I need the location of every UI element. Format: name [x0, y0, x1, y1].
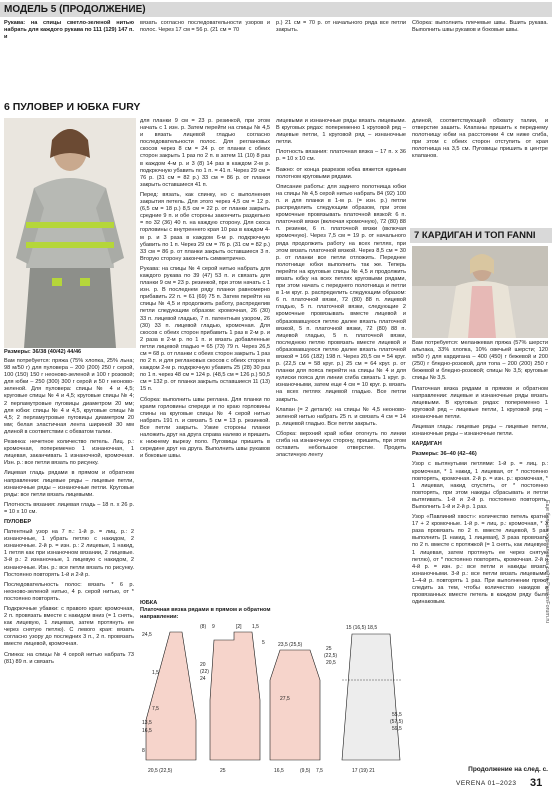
- patent-pattern: Патентный узор на 7 п.: 1-й р. = лиц. р.: 2 изнаночные, 1 убрать петлю с накидом, 2 изнаночные. 2-й р. = изн. р.: 2 лицевые, 1 накид, 1 петля как при изнаночном вязании, 2 лицевые. 3-й р.: 2 изнаночные, 1 лицевую с накидом, 2 изнаночные. Изн. р.: все петли вязать по рисунку. Постоянно повторять 1-й и 2-й р.: [4, 529, 134, 578]
- peacock-pattern: Узор «Павлиний хвост»: количество петель кратно 17 + 2 кромочные. 1-й р. = лиц. р.: кромочная, * 3 раза провязать по 2 п. вместе лицевой, 5 раз выполнить [1 накид, 1 лицевая], 3 раза провязать по 2 п. вместе с протяжкой (= 1 снять, как лицевую, 1 лицевая, затем протянуть ее через снятую петлю), от * постоянно повторять, кромочная. 2-й и 4-й р. = изн. р.: все петли и накиды вязать изнаночными. 3-й р.: все петли вязать лицевыми. 1–4-й р. повторять 1 раз. При выполнении пряжи следить за тем, чтобы количество накидов и провязанных вместе петель в каждом ряду было одинаковым.: [412, 514, 548, 606]
- flap: Клапан (= 2 детали): на спицы № 4,5 неоново-зеленой нитью набрать 25 п. и связать 4 см = 14 р. лицевой гладью. Все петли закрыть.: [276, 406, 406, 427]
- rib-pattern: Резинка: нечетное количество петель. Лиц. р.: кромочная, поперемечно 1 изнаночная, 1 лицевая, заканчивать 1 изнаночной, кромочная. Изн. р.: все петли вязать по рисунку.: [4, 439, 134, 467]
- important-note: Важно: от конца разрезов юбка вяжется единым полотном круговыми рядами.: [276, 166, 406, 180]
- assembly-skirt: Сборка: верхний край юбки отогнуть по линии сгиба на изнаночную сторону, пришить, при этом оставить небольшое отверстие. Продеть эластичную ленту: [276, 430, 406, 459]
- gauge-skirt: Плотность вязания: платочная вязка – 17 п. х 36 р. = 10 х 10 см.: [276, 149, 406, 163]
- top-text-col3: р.) 21 см = 70 р. от начального ряда все петли закрыть.: [276, 20, 406, 34]
- skirt-side-2: (57,5): [390, 719, 404, 725]
- decreases: Подкрючные убавки: с правого края: кромочная, 2 п. провязать вместе с накидом вниз (= 1 снять, как лицевую, 1 лицевая, затем протянуть ее через снятую петлю). С левого края: вязать согласно узору до последних 3 п., 2 п. провязать вместе лицевой, кромочная.: [4, 606, 134, 648]
- dim-left-6: 8: [142, 748, 145, 754]
- subhead-cardigan: КАРДИГАН: [412, 441, 442, 448]
- section-header-model5: МОДЕЛЬ 5 (ПРОДОЛЖЕНИЕ): [0, 2, 552, 17]
- skirt-left-1: 25: [326, 646, 332, 652]
- stripe-sequence: Последовательность полос: вязать * 6 р. неоново-зеленой нитью, 4 р. серой нитью, от * постоянно повторять.: [4, 581, 134, 602]
- skirt-top-dim: 15 (16,5) 18,5: [346, 625, 378, 631]
- subhead-pullover: ПУЛОВЕР: [4, 518, 32, 525]
- text-col4-top: длиной, соответствующей обхвату талии, и отверстие зашить. Клапаны пришить к переднему полотнищу юбки на расстоянии 4 см ниже сгиба, при этом с обеих сторон отступить от края полотнища на 3,5 см. Пуговицы пришить в центре клапанов.: [412, 118, 548, 160]
- dim-mid-5: 23,5 (25,5): [278, 642, 303, 648]
- photo-cardigan-top: [412, 246, 548, 338]
- dim-left-2: 1,5: [152, 670, 159, 676]
- side-link[interactable]: Еще больше журналов на сайте PassionForum.ru: [544, 500, 550, 624]
- sleeves: Рукава: на спицы № 4 серой нитью набрать для каждого рукава по 39 (47) 53 п. и связать для планки 9 см = 23 р. резинкой, при этом начать с 1 изн. р. В последнем ряду планки равномерно прибавить 22 п. = 61 (69) 75 п. Затем перейти на спицы № 4,5 и продолжить работу, распределив петли следующим образом: кромочная, 26 (30) 33 п. лицевой гладью, 7 п. патентным узором, 26 (30) 33 п. лицевой гладью, кромочная. Для скосов с обеих сторон прибавить 1 раз в 2-м р. и 2 раза в 2-м р. по 1 п. и вязать добавленные петли лицевой гладью = 65 (73) 79 п. Через 26,5 см = 68 р. от планки с обеих сторон закрыть 1 раз по 2 п. и для реглановых скосов с обеих сторон в каждом 2-м р. подкрючную убавить 25 (28) 30 раз по 1 п. через 48 см = 124 р. (48,5 см = 126 р.) 50,5 см = 132 р. от планки закрыть оставшиеся 11 (13) 15 п.: [140, 265, 270, 393]
- page-number: 31: [530, 777, 543, 789]
- stockinette-pattern: Лицевая гладь рядами в прямом и обратном направлении: лицевые ряды – лицевые петли, изнаночные ряды – изнаночные петли. Круговые ряды: все петли вязать лицевыми.: [4, 470, 134, 498]
- dim-bottom-4: (9,5): [300, 768, 311, 774]
- magazine-name: VERENA 01–2023: [456, 780, 517, 787]
- dim-top-2: 9: [212, 624, 215, 630]
- dim-bottom-5: 7,5: [316, 768, 323, 774]
- garter-cont: лицевыми и изнаночные ряды вязать лицевыми. В круговых рядах: попеременно 1 круговой ряд – лицевые петли, 1 круговой ряд – изнаночные петли.: [276, 118, 406, 146]
- dim-top-1: (8): [200, 624, 207, 630]
- dim-bottom-2: 25: [220, 768, 226, 774]
- dim-bottom-3: 16,5: [274, 768, 284, 774]
- text-col1: [4, 358, 134, 778]
- dim-left-1: 24,5: [142, 632, 152, 638]
- dim-mid-1: 20: [200, 662, 206, 668]
- dim-bottom-1: 20,5 (22,5): [148, 768, 173, 774]
- front: Перед: вязать, как спинку, но с выполнения закрытия петель. Для этого через 4,5 см = 12 р. (6,5 см = 18 р.) 8,5 см = 22 р. от планки закрыть средние 9 п. и обе стороны закончить раздельно = по 32 (36) 40 п. на каждую сторону. Для скоса горловины с внутреннего края 10 раз в каждом 4-м р. и 3 раза в каждом 6-м р. подкрючную убавить по 1 п. Через 29 см = 76 р. (31 см = 82 р.) 33 см = 86 р. от планки закрыть оставшиеся 3 п. Вторую сторону закончить симметрично.: [140, 191, 270, 262]
- section-header-fanni: 7 КАРДИГАН И ТОП FANNI: [410, 228, 552, 243]
- diagram-subtitle: Платочная вязка рядами в прямом и обратном направлении:: [140, 607, 271, 620]
- skirt-left-3: 20,5: [326, 660, 336, 666]
- back-cont: для планки 9 см = 23 р. резинкой, при этом начать с 1 изн. р. Затем перейти на спицы № 4,5 и вязать лицевой гладью согласно последовательности полос. Для реглановых скосов через 8 см = 24 р. от планки с обеих сторон закрыть 1 раз по 2 п. в затем 11 (10) 8 раз в каждом 4-м р. и 3 (8) 14 раз в каждом 2-м р. подкрючную убавить по 1 п. = 41 п. Через 29 см = 76 р. (31 см = 82 р.) 33 см = 86 р. от планки закрыть оставшиеся 41 п.: [140, 118, 270, 188]
- dim-mid-6: 27,5: [280, 696, 290, 702]
- continue-note: Продолжение на след. с.: [468, 766, 548, 773]
- diagram-title: ЮБКА: [140, 600, 158, 606]
- assembly-pullover: Сборка: выполнить швы реглана. Для планки по краям горловины спереди и по краю горловины спины на круговые спицы № 4 серой нитью набрать 191 п. и связать 5 см = 13 р. резинкой. Все петли закрыть. Узкие стороны планки наложить друг на друга справа налево и пришить к нижнему вырезу поло. Пуговицы пришить в середине друг на друга. Выполнить швы рукавов и боковые швы.: [140, 396, 270, 460]
- back-start: Спинка: на спицы № 4 серой нитью набрать 73 (81) 89 п. и связать: [4, 651, 134, 665]
- materials: Вам потребуется: пряжа (75% хлопка, 25% льна; 98 м/50 г) для пуловера – 200 (200) 250 г серой, 100 (150) 150 г неоново-зеленой и 100 г розовой; для юбки – 250 (300) 300 г серой и 50 г неоново-зеленой. Для пуловера: спицы № 4 и 4,5; круговые спицы № 4 и 4,5; круговые спицы № 4; 2 перламутровые пуговицы диаметром 20 мм; для юбки: спицы № 4 и 4,5, круговые спицы № 4,5; 2 перламутровые пуговицы диаметром 20 мм; белая эластичная лента шириной 30 мм длиной в соответствии с обхватом талии.: [4, 358, 134, 435]
- stockinette-fanni: Лицевая гладь: лицевые ряды – лицевые петли, изнаночные ряды – изнаночные петли.: [412, 424, 548, 438]
- skirt-bottom-dim: 17 (19) 21: [352, 768, 375, 774]
- skirt-left-2: (22,5): [324, 653, 338, 659]
- elongated-stitch: Узор с вытянутыми петлями: 1-й р. = лиц. р.: кромочная, * 1 накид, 1 лицевая, от * постоянно повторять, кромочная. 2-й р. = изн. р.: кромочная, * 1 лицевая, накид спустить, от * постоянно повторять, при этом накиды сбрасывать и петли вытягивать. 1-й и 2-й р. постоянно повторять. Выполнить 1-й и 2-й р. 1 раз.: [412, 461, 548, 510]
- text-col3: [276, 118, 406, 596]
- gauge: Плотность вязания: лицевая гладь – 18 п. х 26 р. = 10 х 10 см.: [4, 501, 134, 515]
- sizes-pullover: Размеры: 36/38 (40/42) 44/46: [4, 349, 82, 355]
- dim-top-4: 1,5: [252, 624, 259, 630]
- garter-fanni: Платочная вязка рядами в прямом и обратном направлении: лицевые и изнаночные ряды вязать лицевыми. В круговых рядах: попеременно 1 круговой ряд – лицевые петли, 1 круговой ряд – изнаночные петли.: [412, 385, 548, 420]
- text-col4-fanni: [412, 340, 548, 764]
- section-header-fury: 6 ПУЛОВЕР И ЮБКА FURY: [4, 101, 141, 113]
- dim-left-5: 16,5: [142, 728, 152, 734]
- sizes-cardigan: Размеры: 36–40 (42–46): [412, 451, 477, 458]
- dim-mid-2: (22): [200, 669, 209, 675]
- text-col2: [140, 118, 270, 596]
- materials-fanni: Вам потребуется: меланжевая пряжа (57% шерсти альпака, 33% хлопка, 10% овечьей шерсти; 120 м/50 г) для кардигана – 400 (450) г бежевой и 200 (250) г бледно-розовой, для топа – 200 (200) 250 г бежевой и бледно-розовой; спицы № 3,5; круговые спицы № 3,5.: [412, 340, 548, 382]
- top-text-col1: Рукава: на спицы светло-зеленой нитью набрать для каждого рукава по 111 (129) 147 п. и: [4, 20, 134, 41]
- photo-pullover-skirt: [4, 118, 136, 348]
- dim-mid-3: 24: [200, 676, 206, 682]
- dim-mid-4: 5: [262, 640, 265, 646]
- skirt-description: Описание работы: для заднего полотнища юбки на спицы № 4,5 серой нитью набрать 84 (92) 100 п. и для планки в 1-м р. (= изн. р.) петли распределить следующим образом, при этом кромочные провязывать платочной вязкой: 6 п. платочной вязки (включая кромочную), 72 (80) 88 п. резинки, 6 п. платочной вязки (включая кромочную). Через 7,5 см = 19 р. от начального ряда продолжить работу на всех петлях, при этом вязать платочной вязкой. Через 8,5 см = 30 р. от планки все петли отложить. Переднее полотнище юбки выполнить так же. Теперь перейти на круговые спицы № 4,5 и продолжить вязать юбку на всех петлях круговыми рядами, при этом начать с переднего полотнища и петли в 1-м круг. р. распределить следующим образом: 6 п. платочной вязки, 72 (80) 88 п. лицевой гладью, 5 п. платочной вязки, следующие 2 кромочные провязывать вместе лицевой и образовавшуюся петлю далее вязать платочной вязкой, 5 п. платочной вязки, 72 (80) 88 п. лицевой гладью, 5 п. платочной вязки, последнюю петлю провязать вместе лицевой и образовавшуюся петлю далее вязать платочной вязкой = 166 (182) 198 п. Через 20,5 см = 54 круг. р. (22,5 см = 58 круг. р.) 25 см = 64 круг. р. от планки для пояса перейти на спицы № 4 и для кулиски пояса для линии сгиба связать 1 круг. р. изнаночными, затем еще 4 см = 10 круг. р. вязать на всех петлях лицевой гладью. Все петли закрыть.: [276, 183, 406, 403]
- dim-top-3: [2]: [236, 624, 242, 630]
- skirt-side-3: 59,5: [392, 726, 402, 732]
- top-text-col4: Сборка: выполнить плечевые швы. Вшить рукава. Выполнить швы рукавов и боковые швы.: [412, 20, 548, 34]
- dim-left-3: 7,5: [152, 706, 159, 712]
- dim-left-4: 13,5: [142, 720, 152, 726]
- skirt-side-1: 55,5: [392, 712, 402, 718]
- schematic-diagram: [140, 620, 408, 778]
- top-text-col2: вязать согласно последовательности узоров и полос. Через 17 см = 56 р. (21 см = 70: [140, 20, 270, 34]
